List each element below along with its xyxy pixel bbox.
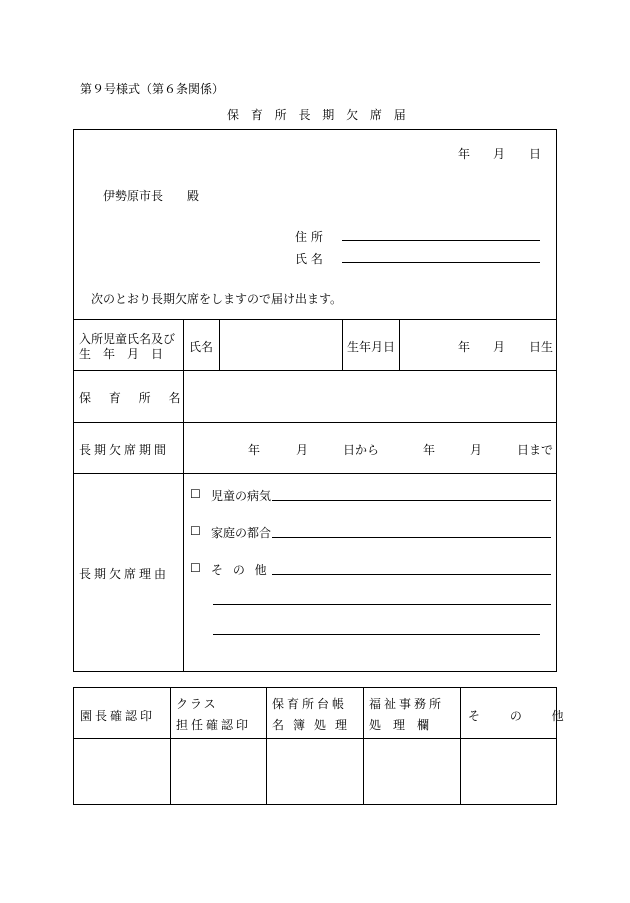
welfare-header-line1: 福祉事務所	[369, 697, 445, 711]
reason-line[interactable]	[272, 537, 551, 538]
applicant-name-line[interactable]	[342, 262, 540, 263]
form-title: 保 育 所 長 期 欠 席 届	[227, 108, 410, 122]
reason-line[interactable]	[213, 634, 540, 635]
from-year: 年	[248, 443, 261, 457]
child-name-label: 氏名	[189, 340, 214, 354]
reason-line[interactable]	[272, 574, 551, 575]
name-label: 氏 名	[295, 252, 323, 266]
to-year: 年	[423, 443, 436, 457]
register-cell[interactable]	[267, 739, 362, 804]
address-label: 住 所	[295, 230, 323, 244]
teacher-stamp-cell[interactable]	[171, 739, 265, 804]
reason-option-family: 家庭の都合	[211, 526, 272, 540]
date-month: 月	[493, 147, 506, 161]
cell-divider	[342, 319, 343, 370]
class-header-line1: クラス	[176, 697, 218, 711]
form-number: 第９号様式（第６条関係）	[80, 82, 225, 96]
checkbox[interactable]: ☐	[190, 561, 201, 575]
to-day: 日まで	[517, 443, 554, 457]
from-month: 月	[296, 443, 309, 457]
principal-confirm-header: 園長確認印	[80, 709, 156, 723]
birth-label: 生年月日	[347, 340, 396, 354]
date-day: 日	[529, 147, 542, 161]
birth-day: 日生	[529, 340, 554, 354]
reason-label: 長期欠席理由	[79, 567, 170, 581]
checkbox[interactable]: ☐	[190, 524, 201, 538]
nursery-name-field[interactable]	[184, 371, 556, 422]
reason-option-illness: 児童の病気	[211, 489, 272, 503]
child-name-field[interactable]	[220, 320, 341, 370]
statement: 次のとおり長期欠席をしますので届け出ます。	[91, 292, 343, 306]
principal-stamp-cell[interactable]	[74, 739, 169, 804]
class-header-line2: 担任確認印	[176, 718, 252, 732]
birth-month: 月	[493, 340, 506, 354]
cell-divider	[399, 319, 400, 370]
register-header-line1: 保育所台帳	[272, 697, 348, 711]
row-divider	[73, 422, 557, 423]
reason-line[interactable]	[272, 500, 551, 501]
addressee: 伊勢原市長 殿	[103, 189, 200, 203]
from-day: 日から	[343, 443, 380, 457]
to-month: 月	[470, 443, 483, 457]
row-divider	[73, 473, 557, 474]
other-header: そ の 他	[468, 709, 577, 723]
checkbox[interactable]: ☐	[190, 487, 201, 501]
other-cell[interactable]	[461, 739, 556, 804]
reason-option-other: そ の 他	[211, 563, 270, 577]
birth-year: 年	[458, 340, 471, 354]
reason-line[interactable]	[213, 604, 551, 605]
register-header-line2: 名簿処理	[272, 718, 357, 732]
welfare-cell[interactable]	[364, 739, 459, 804]
period-label: 長期欠席期間	[79, 443, 170, 457]
nursery-label: 保 育 所 名	[79, 391, 188, 405]
address-line[interactable]	[342, 240, 540, 241]
welfare-header-line2: 処 理 欄	[369, 718, 430, 732]
child-label-line1: 入所児童氏名及び	[79, 332, 176, 346]
child-label-line2: 生 年 月 日	[79, 347, 164, 361]
date-year: 年	[458, 147, 471, 161]
